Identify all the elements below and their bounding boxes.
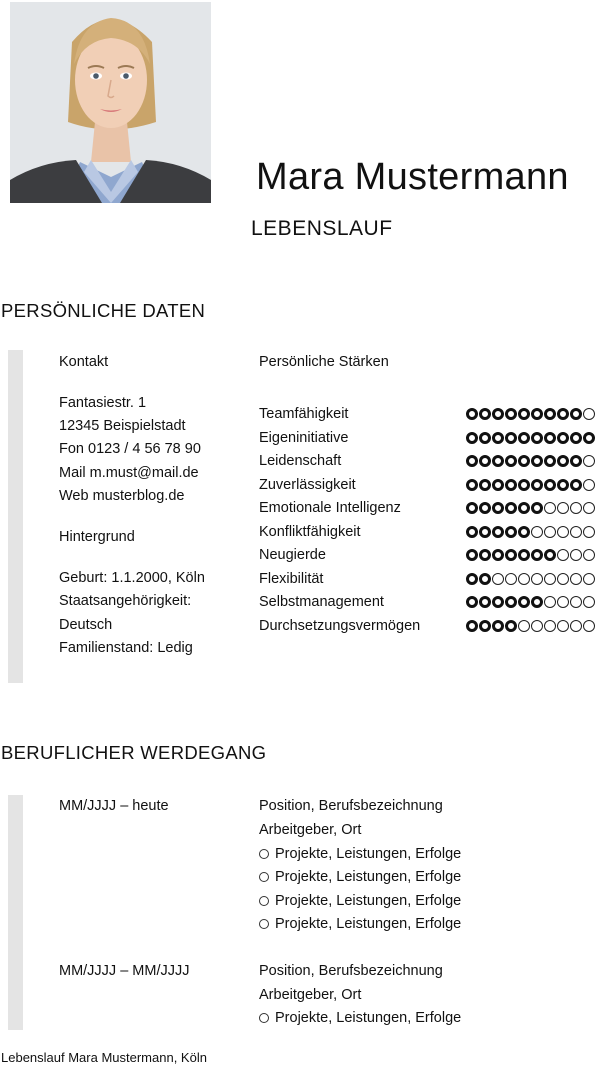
skill-rating [466,526,596,538]
career-position: Position, Berufsbezeichnung [259,963,443,979]
profile-photo [10,2,211,203]
career-period: MM/JJJJ – heute [59,798,169,814]
career-bullet-text: Projekte, Leistungen, Erfolge [275,1010,462,1026]
skill-label: Flexibilität [259,571,324,587]
rating-dot-empty [557,620,569,632]
skill-row [259,593,599,611]
rating-dot-filled [583,432,595,444]
rating-dot-filled [466,432,478,444]
skill-row [259,523,599,541]
circle-bullet-icon [259,919,269,929]
skill-rating [466,502,596,514]
rating-dot-empty [570,596,582,608]
rating-dot-filled [466,549,478,561]
career-bullet [259,845,461,863]
skill-label: Durchsetzungsvermögen [259,618,421,634]
skill-row [259,405,599,423]
rating-dot-filled [492,502,504,514]
rating-dot-filled [479,502,491,514]
circle-bullet-icon [259,872,269,882]
candidate-name: Mara Mustermann [256,156,569,198]
rating-dot-filled [466,455,478,467]
rating-dot-filled [492,620,504,632]
rating-dot-filled [466,573,478,585]
rating-dot-filled [531,455,543,467]
rating-dot-filled [479,479,491,491]
skill-row [259,452,599,470]
rating-dot-filled [544,479,556,491]
circle-bullet-icon [259,1013,269,1023]
document-subtitle: LEBENSLAUF [251,217,393,240]
rating-dot-filled [544,408,556,420]
rating-dot-filled [518,455,530,467]
rating-dot-filled [492,455,504,467]
rating-dot-filled [518,479,530,491]
strengths-label: Persönliche Stärken [259,354,389,370]
rating-dot-empty [583,620,595,632]
nationality-label: Staatsangehörigkeit: [59,593,192,609]
circle-bullet-icon [259,849,269,859]
skill-label: Konfliktfähigkeit [259,524,361,540]
rating-dot-empty [557,596,569,608]
rating-dot-filled [492,526,504,538]
rating-dot-filled [531,596,543,608]
skill-row [259,429,599,447]
page-footer: Lebenslauf Mara Mustermann, Köln [1,1050,207,1065]
rating-dot-filled [492,479,504,491]
rating-dot-filled [479,620,491,632]
portrait-illustration [10,2,211,203]
rating-dot-filled [531,549,543,561]
rating-dot-empty [505,573,517,585]
rating-dot-filled [466,596,478,608]
rating-dot-empty [583,455,595,467]
rating-dot-empty [583,502,595,514]
rating-dot-empty [583,549,595,561]
phone-number: Fon 0123 / 4 56 78 90 [59,441,201,457]
rating-dot-empty [570,620,582,632]
skill-rating [466,573,596,585]
rating-dot-empty [570,573,582,585]
rating-dot-empty [570,549,582,561]
rating-dot-empty [583,526,595,538]
rating-dot-filled [492,432,504,444]
skill-rating [466,549,596,561]
career-bullet [259,868,461,886]
rating-dot-filled [505,596,517,608]
rating-dot-empty [518,573,530,585]
rating-dot-filled [518,526,530,538]
section-heading-personal: PERSÖNLICHE DATEN [1,300,206,321]
email-address: Mail m.must@mail.de [59,465,199,481]
rating-dot-filled [570,432,582,444]
address-street: Fantasiestr. 1 [59,395,147,411]
rating-dot-filled [479,432,491,444]
skill-label: Leidenschaft [259,453,342,469]
career-bullet [259,892,461,910]
career-bullet-text: Projekte, Leistungen, Erfolge [275,869,462,885]
rating-dot-empty [518,620,530,632]
contact-label: Kontakt [59,354,109,370]
rating-dot-empty [544,573,556,585]
rating-dot-filled [544,549,556,561]
rating-dot-filled [570,479,582,491]
background-label: Hintergrund [59,529,135,545]
website: Web musterblog.de [59,488,185,504]
rating-dot-empty [557,502,569,514]
skill-row [259,617,599,635]
rating-dot-filled [570,408,582,420]
rating-dot-filled [531,479,543,491]
rating-dot-filled [518,596,530,608]
section-side-bar [8,350,23,683]
career-bullet [259,1009,461,1027]
rating-dot-filled [557,432,569,444]
rating-dot-filled [531,432,543,444]
rating-dot-filled [505,620,517,632]
address-city: 12345 Beispielstadt [59,418,186,434]
rating-dot-empty [557,549,569,561]
skill-row [259,570,599,588]
section-heading-career: BERUFLICHER WERDEGANG [1,742,267,763]
career-employer: Arbeitgeber, Ort [259,822,362,838]
rating-dot-empty [531,526,543,538]
rating-dot-filled [505,502,517,514]
rating-dot-empty [583,573,595,585]
rating-dot-empty [544,526,556,538]
rating-dot-empty [557,573,569,585]
rating-dot-filled [466,408,478,420]
rating-dot-filled [479,549,491,561]
skill-label: Teamfähigkeit [259,406,349,422]
rating-dot-filled [466,620,478,632]
skill-rating [466,432,596,444]
rating-dot-filled [492,549,504,561]
rating-dot-empty [544,620,556,632]
skill-rating [466,455,596,467]
section-side-bar [8,795,23,1030]
nationality-value: Deutsch [59,617,113,633]
rating-dot-filled [479,526,491,538]
skill-rating [466,596,596,608]
rating-dot-empty [544,502,556,514]
rating-dot-filled [531,502,543,514]
skill-label: Zuverlässigkeit [259,477,356,493]
rating-dot-empty [583,408,595,420]
rating-dot-filled [518,432,530,444]
rating-dot-filled [518,549,530,561]
rating-dot-empty [531,620,543,632]
rating-dot-filled [557,408,569,420]
rating-dot-empty [544,596,556,608]
rating-dot-empty [570,526,582,538]
rating-dot-filled [505,479,517,491]
circle-bullet-icon [259,896,269,906]
career-period: MM/JJJJ – MM/JJJJ [59,963,190,979]
career-bullet-text: Projekte, Leistungen, Erfolge [275,846,462,862]
rating-dot-filled [557,455,569,467]
skill-row [259,546,599,564]
birth-info: Geburt: 1.1.2000, Köln [59,570,205,586]
rating-dot-filled [492,408,504,420]
rating-dot-empty [583,479,595,491]
skill-label: Neugierde [259,547,326,563]
career-bullet-text: Projekte, Leistungen, Erfolge [275,893,462,909]
marital-status: Familienstand: Ledig [59,640,193,656]
rating-dot-filled [505,455,517,467]
skill-rating [466,408,596,420]
rating-dot-empty [531,573,543,585]
rating-dot-filled [492,596,504,608]
rating-dot-filled [544,455,556,467]
career-position: Position, Berufsbezeichnung [259,798,443,814]
rating-dot-filled [479,596,491,608]
rating-dot-filled [479,408,491,420]
rating-dot-filled [531,408,543,420]
skill-row [259,476,599,494]
skill-rating [466,620,596,632]
rating-dot-filled [544,432,556,444]
rating-dot-filled [505,408,517,420]
rating-dot-empty [557,526,569,538]
rating-dot-filled [466,502,478,514]
skill-label: Selbstmanagement [259,594,384,610]
skill-row [259,499,599,517]
rating-dot-filled [518,408,530,420]
skill-rating [466,479,596,491]
rating-dot-filled [479,455,491,467]
career-bullet [259,915,461,933]
rating-dot-filled [505,549,517,561]
rating-dot-filled [505,526,517,538]
rating-dot-filled [466,526,478,538]
career-employer: Arbeitgeber, Ort [259,987,362,1003]
skill-label: Eigeninitiative [259,430,349,446]
rating-dot-empty [583,596,595,608]
skill-label: Emotionale Intelligenz [259,500,401,516]
rating-dot-filled [570,455,582,467]
rating-dot-filled [518,502,530,514]
rating-dot-filled [466,479,478,491]
career-bullet-text: Projekte, Leistungen, Erfolge [275,916,462,932]
rating-dot-filled [505,432,517,444]
rating-dot-filled [479,573,491,585]
rating-dot-empty [492,573,504,585]
rating-dot-filled [557,479,569,491]
rating-dot-empty [570,502,582,514]
